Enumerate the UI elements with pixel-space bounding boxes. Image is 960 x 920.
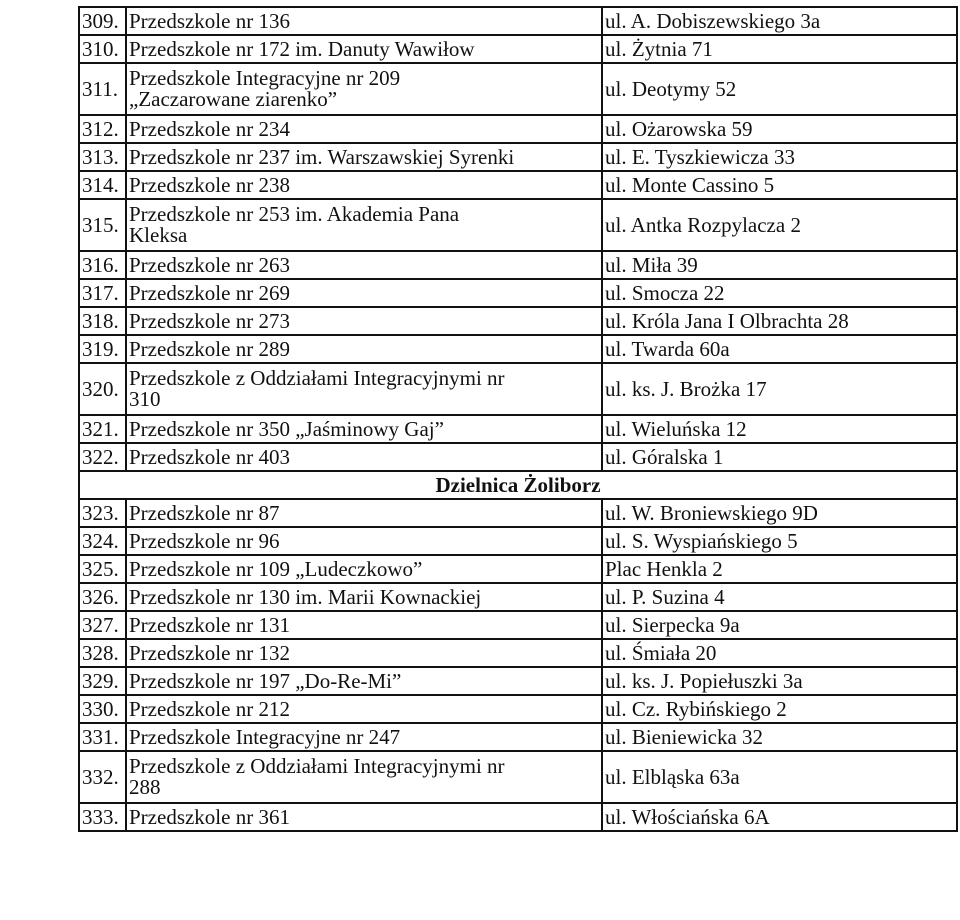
row-number: 317. (79, 279, 126, 307)
kindergarten-name: Przedszkole nr 197 „Do-Re-Mi” (126, 667, 602, 695)
kindergarten-name-line1: Przedszkole z Oddziałami Integracyjnymi nr (129, 366, 505, 390)
kindergarten-name: Przedszkole nr 131 (126, 611, 602, 639)
kindergarten-name-line1: Przedszkole nr 253 im. Akademia Pana (129, 202, 460, 226)
table-row (79, 143, 957, 171)
row-number: 331. (79, 723, 126, 751)
kindergarten-name: Przedszkole nr 212 (126, 695, 602, 723)
kindergarten-address: ul. S. Wyspiańskiego 5 (602, 527, 957, 555)
table-row (79, 583, 957, 611)
table-row (79, 35, 957, 63)
row-number: 320. (79, 363, 126, 415)
table-row (79, 751, 957, 803)
row-number: 327. (79, 611, 126, 639)
kindergarten-address: ul. P. Suzina 4 (602, 583, 957, 611)
table-row (79, 115, 957, 143)
row-number: 326. (79, 583, 126, 611)
kindergarten-name: Przedszkole nr 273 (126, 307, 602, 335)
kindergarten-address: ul. ks. J. Popiełuszki 3a (602, 667, 957, 695)
row-number: 313. (79, 143, 126, 171)
table-row (79, 251, 957, 279)
kindergarten-address: ul. Antka Rozpylacza 2 (602, 199, 957, 251)
kindergarten-name: Przedszkole nr 403 (126, 443, 602, 471)
table-row (79, 415, 957, 443)
row-number: 309. (79, 7, 126, 35)
kindergarten-address: ul. W. Broniewskiego 9D (602, 499, 957, 527)
table-row (79, 335, 957, 363)
kindergarten-name: Przedszkole nr 132 (126, 639, 602, 667)
kindergarten-name: Przedszkole nr 136 (126, 7, 602, 35)
row-number: 328. (79, 639, 126, 667)
row-number: 325. (79, 555, 126, 583)
kindergarten-name: Przedszkole nr 87 (126, 499, 602, 527)
row-number: 333. (79, 803, 126, 831)
row-number: 310. (79, 35, 126, 63)
kindergarten-name-line1: Przedszkole Integracyjne nr 209 (129, 66, 401, 90)
table-row (79, 443, 957, 471)
kindergarten-address: ul. Śmiała 20 (602, 639, 957, 667)
kindergarten-name: Przedszkole nr 172 im. Danuty Wawiłow (126, 35, 602, 63)
table-row (79, 639, 957, 667)
table-row (79, 611, 957, 639)
table-row (79, 199, 957, 251)
row-number: 319. (79, 335, 126, 363)
kindergarten-name: Przedszkole nr 361 (126, 803, 602, 831)
table-row (79, 527, 957, 555)
kindergarten-name: Przedszkole nr 234 (126, 115, 602, 143)
kindergarten-address: ul. Deotymy 52 (602, 63, 957, 115)
table-row (79, 555, 957, 583)
kindergarten-address: ul. Cz. Rybińskiego 2 (602, 695, 957, 723)
row-number: 322. (79, 443, 126, 471)
kindergarten-name-line2: 288 (129, 775, 161, 799)
table-row (79, 695, 957, 723)
kindergarten-table (78, 6, 958, 832)
kindergarten-name (126, 363, 602, 415)
kindergarten-address: ul. Włościańska 6A (602, 803, 957, 831)
row-number: 315. (79, 199, 126, 251)
kindergarten-address: ul. ks. J. Brożka 17 (602, 363, 957, 415)
kindergarten-name: Przedszkole nr 350 „Jaśminowy Gaj” (126, 415, 602, 443)
table-row (79, 723, 957, 751)
kindergarten-name: Przedszkole Integracyjne nr 247 (126, 723, 602, 751)
kindergarten-address: ul. Elbląska 63a (602, 751, 957, 803)
table-row (79, 307, 957, 335)
kindergarten-address: ul. Ożarowska 59 (602, 115, 957, 143)
row-number: 314. (79, 171, 126, 199)
kindergarten-address: ul. Wieluńska 12 (602, 415, 957, 443)
row-number: 316. (79, 251, 126, 279)
kindergarten-address: Plac Henkla 2 (602, 555, 957, 583)
row-number: 330. (79, 695, 126, 723)
row-number: 321. (79, 415, 126, 443)
table-row (79, 171, 957, 199)
kindergarten-address: ul. A. Dobiszewskiego 3a (602, 7, 957, 35)
district-heading-row (79, 471, 957, 499)
kindergarten-name-line2: „Zaczarowane ziarenko” (129, 87, 338, 111)
kindergarten-address: ul. Miła 39 (602, 251, 957, 279)
table-row (79, 63, 957, 115)
kindergarten-address: ul. Króla Jana I Olbrachta 28 (602, 307, 957, 335)
kindergarten-name: Przedszkole nr 109 „Ludeczkowo” (126, 555, 602, 583)
kindergarten-name: Przedszkole nr 237 im. Warszawskiej Syrenki (126, 143, 602, 171)
kindergarten-name: Przedszkole nr 289 (126, 335, 602, 363)
table-row (79, 7, 957, 35)
kindergarten-name-line2: Kleksa (129, 223, 188, 247)
kindergarten-name (126, 63, 602, 115)
row-number: 324. (79, 527, 126, 555)
kindergarten-address: ul. Żytnia 71 (602, 35, 957, 63)
kindergarten-address: ul. Bieniewicka 32 (602, 723, 957, 751)
row-number: 329. (79, 667, 126, 695)
kindergarten-address: ul. Smocza 22 (602, 279, 957, 307)
kindergarten-name: Przedszkole nr 269 (126, 279, 602, 307)
kindergarten-address: ul. E. Tyszkiewicza 33 (602, 143, 957, 171)
kindergarten-name-line1: Przedszkole z Oddziałami Integracyjnymi nr (129, 754, 505, 778)
kindergarten-address: ul. Twarda 60a (602, 335, 957, 363)
table-row (79, 667, 957, 695)
row-number: 312. (79, 115, 126, 143)
kindergarten-name: Przedszkole nr 96 (126, 527, 602, 555)
district-heading: Dzielnica Żoliborz (79, 471, 957, 499)
table-row (79, 279, 957, 307)
table-row (79, 363, 957, 415)
table-row (79, 499, 957, 527)
row-number: 323. (79, 499, 126, 527)
table-row (79, 803, 957, 831)
kindergarten-address: ul. Góralska 1 (602, 443, 957, 471)
kindergarten-address: ul. Monte Cassino 5 (602, 171, 957, 199)
kindergarten-name: Przedszkole nr 130 im. Marii Kownackiej (126, 583, 602, 611)
row-number: 332. (79, 751, 126, 803)
kindergarten-name (126, 751, 602, 803)
kindergarten-table-body (79, 7, 957, 831)
kindergarten-name: Przedszkole nr 263 (126, 251, 602, 279)
kindergarten-name-line2: 310 (129, 387, 161, 411)
row-number: 311. (79, 63, 126, 115)
kindergarten-address: ul. Sierpecka 9a (602, 611, 957, 639)
kindergarten-name: Przedszkole nr 238 (126, 171, 602, 199)
row-number: 318. (79, 307, 126, 335)
kindergarten-name (126, 199, 602, 251)
